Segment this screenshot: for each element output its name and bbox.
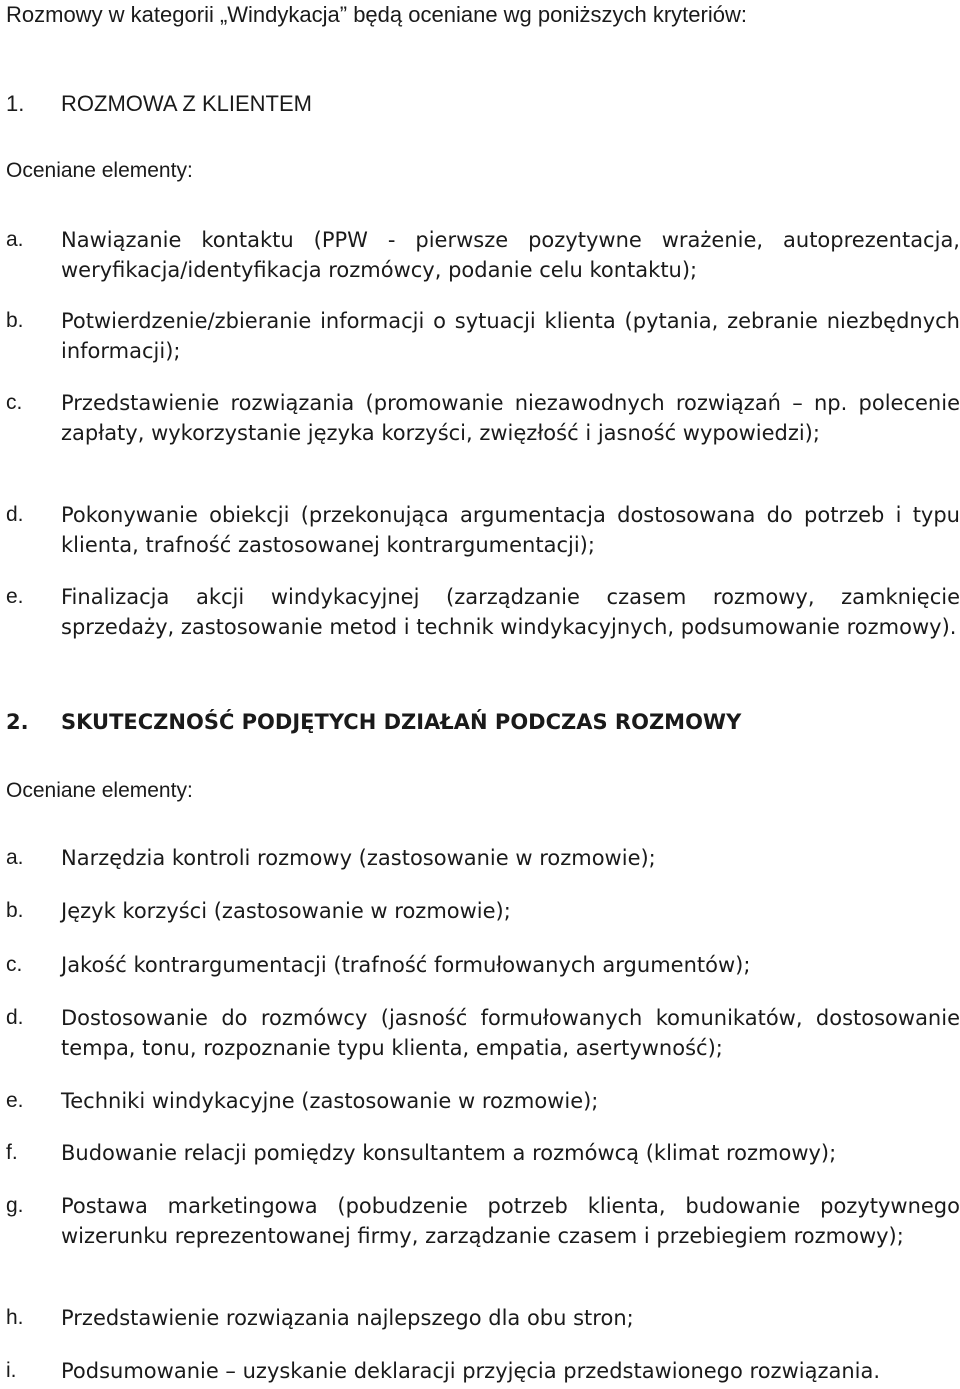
list-item bbox=[6, 1086, 960, 1116]
list-item bbox=[6, 582, 960, 672]
list-item-text: Dostosowanie do rozmówcy (jasność formułowanych komunikatów, dostosowanie tempa, tonu, rozpoznanie typu klienta, empatia, asertywność); bbox=[61, 1006, 960, 1060]
list-marker: d. bbox=[6, 1006, 24, 1029]
section-2-number: 2. bbox=[6, 710, 29, 734]
list-marker: h. bbox=[6, 1306, 24, 1329]
list-marker: a. bbox=[6, 846, 24, 869]
list-item-text: Przedstawienie rozwiązania (promowanie niezawodnych rozwiązań – np. polecenie zapłaty, wykorzystanie języka korzyści, zwięzłość i jasność wypowiedzi); bbox=[61, 391, 960, 445]
list-item-text: Podsumowanie – uzyskanie deklaracji przyjęcia przedstawionego rozwiązania. bbox=[61, 1359, 881, 1383]
list-marker: f. bbox=[6, 1141, 18, 1164]
list-item-text: Finalizacja akcji windykacyjnej (zarządzanie czasem rozmowy, zamknięcie sprzedaży, zastosowanie metod i technik windykacyjnych, podsumowanie rozmowy). bbox=[61, 585, 960, 639]
list-marker: c. bbox=[6, 953, 23, 976]
list-marker: e. bbox=[6, 1089, 24, 1112]
list-item bbox=[6, 1191, 960, 1281]
list-item bbox=[6, 1003, 960, 1063]
list-marker: i. bbox=[6, 1359, 17, 1382]
list-item bbox=[6, 1356, 960, 1386]
list-item-text: Przedstawienie rozwiązania najlepszego dla obu stron; bbox=[61, 1306, 634, 1330]
list-item bbox=[6, 500, 960, 560]
list-item bbox=[6, 950, 960, 980]
list-marker: b. bbox=[6, 309, 24, 332]
list-marker: a. bbox=[6, 228, 24, 251]
list-item-text: Postawa marketingowa (pobudzenie potrzeb klienta, budowanie pozytywnego wizerunku reprezentowanej firmy, zarządzanie czasem i przebiegiem rozmowy); bbox=[61, 1194, 960, 1248]
list-item bbox=[6, 843, 960, 873]
list-item bbox=[6, 896, 960, 926]
section-2-heading bbox=[6, 707, 741, 737]
list-item bbox=[6, 225, 960, 285]
section-1-number: 1. bbox=[6, 91, 25, 116]
list-item-text: Język korzyści (zastosowanie w rozmowie); bbox=[61, 899, 511, 923]
list-marker: c. bbox=[6, 391, 23, 414]
list-marker: b. bbox=[6, 899, 24, 922]
list-item bbox=[6, 1138, 960, 1168]
list-item-text: Jakość kontrargumentacji (trafność formułowanych argumentów); bbox=[61, 953, 751, 977]
list-item-text: Narzędzia kontroli rozmowy (zastosowanie w rozmowie); bbox=[61, 846, 656, 870]
section-1-heading bbox=[6, 89, 312, 119]
section-1-subheading: Oceniane elementy: bbox=[6, 159, 193, 182]
list-marker: d. bbox=[6, 503, 24, 526]
list-item bbox=[6, 1303, 960, 1333]
list-item-text: Techniki windykacyjne (zastosowanie w rozmowie); bbox=[61, 1089, 599, 1113]
section-2-subheading: Oceniane elementy: bbox=[6, 779, 193, 802]
list-item bbox=[6, 306, 960, 366]
list-marker: e. bbox=[6, 585, 24, 608]
list-item bbox=[6, 388, 960, 478]
list-marker: g. bbox=[6, 1194, 24, 1217]
list-item-text: Pokonywanie obiekcji (przekonująca argumentacja dostosowana do potrzeb i typu klienta, trafność zastosowanej kontrargumentacji); bbox=[61, 503, 960, 557]
section-2-title: SKUTECZNOŚĆ PODJĘTYCH DZIAŁAŃ PODCZAS ROZMOWY bbox=[61, 710, 742, 734]
section-1-title: ROZMOWA Z KLIENTEM bbox=[61, 91, 312, 116]
list-item-text: Nawiązanie kontaktu (PPW - pierwsze pozytywne wrażenie, autoprezentacja, weryfikacja/identyfikacja rozmówcy, podanie celu kontaktu); bbox=[61, 228, 960, 282]
page-title: Rozmowy w kategorii „Windykacja” będą oceniane wg poniższych kryteriów: bbox=[6, 2, 747, 27]
list-item-text: Potwierdzenie/zbieranie informacji o sytuacji klienta (pytania, zebranie niezbędnych informacji); bbox=[61, 309, 960, 363]
list-item-text: Budowanie relacji pomiędzy konsultantem a rozmówcą (klimat rozmowy); bbox=[61, 1141, 837, 1165]
